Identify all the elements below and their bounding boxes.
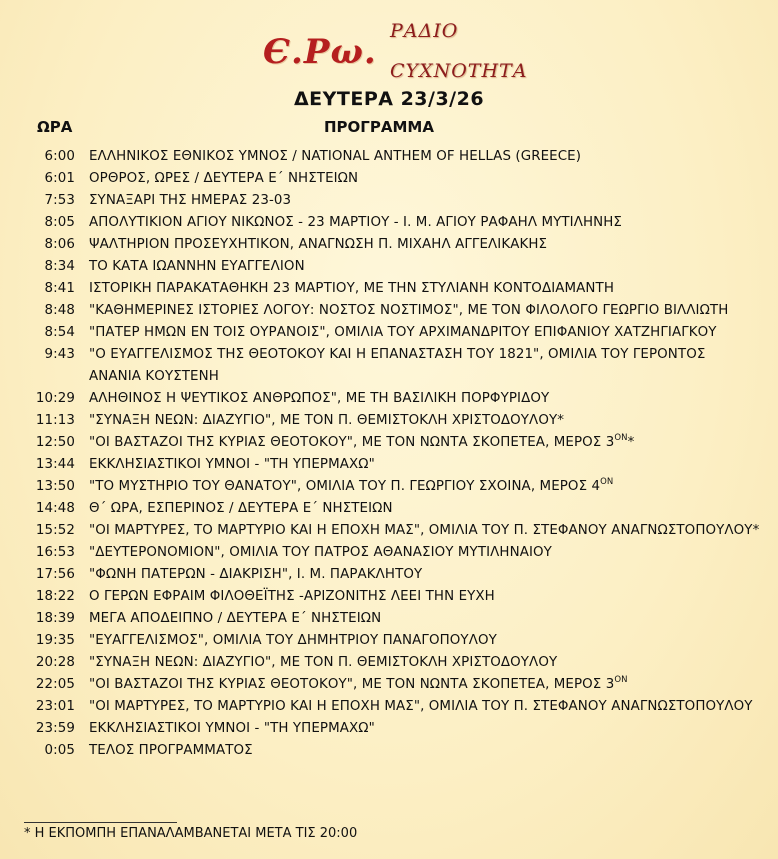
schedule-title-text: ΤΟ ΚΑΤΑ ΙΩΑΝΝΗΝ ΕΥΑΓΓΕΛΙΟΝ	[89, 259, 305, 274]
schedule-title-text: "ΤΟ ΜΥΣΤΗΡΙΟ ΤΟΥ ΘΑΝΑΤΟΥ", ΟΜΙΛΙΑ ΤΟΥ Π. ΓΕΩΡΓΙΟΥ ΣΧΟΙΝΑ, ΜΕΡΟΣ 4	[89, 479, 601, 494]
schedule-title-text: "ΣΥΝΑΞΗ ΝΕΩΝ: ΔΙΑΖΥΓΙΟ", ΜΕ ΤΟΝ Π. ΘΕΜΙΣΤΟΚΛΗ ΧΡΙΣΤΟΔΟΥΛΟΥ*	[89, 413, 565, 428]
schedule-title-text: "ΟΙ ΜΑΡΤΥΡΕΣ, ΤΟ ΜΑΡΤΥΡΙΟ ΚΑΙ Η ΕΠΟΧΗ ΜΑΣ", ΟΜΙΛΙΑ ΤΟΥ Π. ΣΤΕΦΑΝΟΥ ΑΝΑΓΝΩΣΤΟΠΟΥΛΟΥ	[89, 699, 753, 714]
schedule-title-text: Ο ΓΕΡΩΝ ΕΦΡΑΙΜ ΦΙΛΟΘΕΪΤΗΣ -ΑΡΙΖΟΝΙΤΗΣ ΛΕΕΙ ΤΗΝ ΕΥΧΗ	[89, 589, 495, 604]
schedule-title	[89, 410, 761, 432]
schedule-time: 23:01	[35, 699, 75, 714]
station-logo	[0, 14, 778, 84]
schedule-title-text: "ΠΑΤΕΡ ΗΜΩΝ ΕΝ ΤΟΙΣ ΟΥΡΑΝΟΙΣ", ΟΜΙΛΙΑ ΤΟΥ ΑΡΧΙΜΑΝΔΡΙΤΟΥ ΕΠΙΦΑΝΙΟΥ ΧΑΤΖΗΓΙΑΓΚΟΥ	[89, 325, 717, 340]
schedule-title-text: "ΟΙ ΒΑΣΤΑΖΟΙ ΤΗΣ ΚΥΡΙΑΣ ΘΕΟΤΟΚΟΥ", ΜΕ ΤΟΝ ΝΩΝΤΑ ΣΚΟΠΕΤΕΑ, ΜΕΡΟΣ 3	[89, 677, 615, 692]
schedule-title	[89, 322, 761, 344]
schedule-time: 8:34	[44, 259, 75, 274]
schedule-row	[0, 696, 778, 718]
schedule-title-text: ΤΕΛΟΣ ΠΡΟΓΡΑΜΜΑΤΟΣ	[89, 743, 253, 758]
schedule-row	[0, 344, 778, 388]
schedule-row	[0, 454, 778, 476]
schedule-time: 18:39	[35, 611, 75, 626]
schedule-time: 9:43	[44, 347, 75, 362]
schedule-title-text: "ΟΙ ΜΑΡΤΥΡΕΣ, ΤΟ ΜΑΡΤΥΡΙΟ ΚΑΙ Η ΕΠΟΧΗ ΜΑΣ", ΟΜΙΛΙΑ ΤΟΥ Π. ΣΤΕΦΑΝΟΥ ΑΝΑΓΝΩΣΤΟΠΟΥΛΟΥ*	[89, 523, 760, 538]
schedule-title	[89, 234, 761, 256]
schedule-title	[89, 146, 761, 168]
schedule-row	[0, 520, 778, 542]
schedule-title-text: "ΟΙ ΒΑΣΤΑΖΟΙ ΤΗΣ ΚΥΡΙΑΣ ΘΕΟΤΟΚΟΥ", ΜΕ ΤΟΝ ΝΩΝΤΑ ΣΚΟΠΕΤΕΑ, ΜΕΡΟΣ 3	[89, 435, 615, 450]
schedule-title	[89, 454, 761, 476]
schedule-row	[0, 542, 778, 564]
schedule-time: 15:52	[35, 523, 75, 538]
schedule-row	[0, 718, 778, 740]
schedule-time: 7:53	[44, 193, 75, 208]
schedule-time: 0:05	[44, 743, 75, 758]
footnote-divider	[24, 822, 177, 823]
logo-word-frequency: CΥΧΝΟΤΗΤΑ	[390, 60, 528, 82]
schedule-title-text: ΕΚΚΛΗΣΙΑΣΤΙΚΟΙ ΥΜΝΟΙ - "ΤΗ ΥΠΕΡΜΑΧΩ"	[89, 721, 375, 736]
schedule-row	[0, 256, 778, 278]
schedule-time: 16:53	[35, 545, 75, 560]
schedule-time: 8:41	[44, 281, 75, 296]
schedule-time: 14:48	[35, 501, 75, 516]
schedule-title-text: ΕΚΚΛΗΣΙΑΣΤΙΚΟΙ ΥΜΝΟΙ - "ΤΗ ΥΠΕΡΜΑΧΩ"	[89, 457, 375, 472]
column-header-time: ΩΡΑ	[37, 118, 73, 136]
schedule-list	[0, 146, 778, 762]
schedule-title	[89, 432, 761, 454]
schedule-row	[0, 586, 778, 608]
schedule-row	[0, 234, 778, 256]
schedule-time: 11:13	[35, 413, 75, 428]
schedule-title	[89, 212, 761, 234]
schedule-title	[89, 586, 761, 608]
schedule-title	[89, 564, 761, 586]
schedule-title-text: ΙΣΤΟΡΙΚΗ ΠΑΡΑΚΑΤΑΘΗΚΗ 23 ΜΑΡΤΙΟΥ, ΜΕ ΤΗΝ ΣΤΥΛΙΑΝΗ ΚΟΝΤΟΔΙΑΜΑΝΤΗ	[89, 281, 614, 296]
schedule-title	[89, 300, 761, 322]
schedule-row	[0, 410, 778, 432]
schedule-title	[89, 190, 761, 212]
schedule-title-text: ΟΡΘΡΟΣ, ΩΡΕΣ / ΔΕΥΤΕΡΑ Ε΄ ΝΗΣΤΕΙΩΝ	[89, 171, 359, 186]
schedule-title-text: ΨΑΛΤΗΡΙΟΝ ΠΡΟΣΕΥΧΗΤΙΚΟΝ, ΑΝΑΓΝΩΣΗ Π. ΜΙΧΑΗΛ ΑΓΓΕΛΙΚΑΚΗΣ	[89, 237, 548, 252]
ordinal-suffix: ON	[614, 674, 628, 685]
schedule-title-text: ΑΠΟΛΥΤΙΚΙΟΝ ΑΓΙΟΥ ΝΙΚΩΝΟΣ - 23 ΜΑΡΤΙΟΥ - Ι. Μ. ΑΓΙΟΥ ΡΑΦΑΗΛ ΜΥΤΙΛΗΝΗΣ	[89, 215, 622, 230]
schedule-title	[89, 498, 761, 520]
schedule-title	[89, 630, 761, 652]
schedule-title-text: "ΕΥΑΓΓΕΛΙΣΜΟΣ", ΟΜΙΛΙΑ ΤΟΥ ΔΗΜΗΤΡΙΟΥ ΠΑΝΑΓΟΠΟΥΛΟΥ	[89, 633, 497, 648]
schedule-row	[0, 674, 778, 696]
schedule-time: 22:05	[35, 677, 75, 692]
page-title: ΔΕΥΤΕΡΑ 23/3/26	[293, 88, 485, 110]
schedule-time: 8:48	[44, 303, 75, 318]
schedule-title	[89, 542, 761, 564]
schedule-title-text: "Ο ΕΥΑΓΓΕΛΙΣΜΟΣ ΤΗΣ ΘΕΟΤΟΚΟΥ ΚΑΙ Η ΕΠΑΝΑΣΤΑΣΗ ΤΟΥ 1821", ΟΜΙΛΙΑ ΤΟΥ ΓΕΡΟΝΤΟΣ ΑΝΑΝΙΑ ΚΟΥΣΤΕΝΗ	[89, 347, 706, 384]
schedule-title	[89, 696, 761, 718]
schedule-row	[0, 322, 778, 344]
schedule-time: 17:56	[35, 567, 75, 582]
schedule-row	[0, 498, 778, 520]
column-header-program: ΠΡΟΓΡΑΜΜΑ	[324, 118, 434, 136]
schedule-row	[0, 168, 778, 190]
ordinal-suffix: ON	[614, 432, 628, 443]
schedule-row	[0, 608, 778, 630]
schedule-time: 13:44	[35, 457, 75, 472]
schedule-time: 18:22	[35, 589, 75, 604]
schedule-row	[0, 388, 778, 410]
schedule-title	[89, 168, 761, 190]
schedule-title	[89, 476, 761, 498]
schedule-time: 8:05	[44, 215, 75, 230]
schedule-time: 10:29	[35, 391, 75, 406]
schedule-row	[0, 630, 778, 652]
schedule-title-text: "ΦΩΝΗ ΠΑΤΕΡΩΝ - ΔΙΑΚΡΙΣΗ", Ι. Μ. ΠΑΡΑΚΛΗΤΟΥ	[89, 567, 423, 582]
schedule-time: 20:28	[35, 655, 75, 670]
schedule-time: 8:06	[44, 237, 75, 252]
schedule-row	[0, 300, 778, 322]
schedule-row	[0, 564, 778, 586]
schedule-time: 8:54	[44, 325, 75, 340]
schedule-title-text: "ΔΕΥΤΕΡΟΝΟΜΙΟΝ", ΟΜΙΛΙΑ ΤΟΥ ΠΑΤΡΟΣ ΑΘΑΝΑΣΙΟΥ ΜΥΤΙΛΗΝΑΙΟΥ	[89, 545, 552, 560]
schedule-row	[0, 212, 778, 234]
schedule-title	[89, 674, 761, 696]
schedule-time: 19:35	[35, 633, 75, 648]
schedule-title-text: "ΣΥΝΑΞΗ ΝΕΩΝ: ΔΙΑΖΥΓΙΟ", ΜΕ ΤΟΝ Π. ΘΕΜΙΣΤΟΚΛΗ ΧΡΙΣΤΟΔΟΥΛΟΥ	[89, 655, 558, 670]
logo-mark: Є.Ρω.	[263, 32, 377, 72]
rerun-marker: *	[627, 435, 635, 450]
schedule-title	[89, 608, 761, 630]
schedule-title	[89, 256, 761, 278]
schedule-time: 13:50	[35, 479, 75, 494]
schedule-title	[89, 278, 761, 300]
schedule-time: 6:01	[44, 171, 75, 186]
schedule-row	[0, 476, 778, 498]
schedule-time: 23:59	[35, 721, 75, 736]
schedule-time: 6:00	[44, 149, 75, 164]
ordinal-suffix: ON	[600, 476, 614, 487]
schedule-title-text: ΜΕΓΑ ΑΠΟΔΕΙΠΝΟ / ΔΕΥΤΕΡΑ Ε΄ ΝΗΣΤΕΙΩΝ	[89, 611, 382, 626]
schedule-title-text: "ΚΑΘΗΜΕΡΙΝΕΣ ΙΣΤΟΡΙΕΣ ΛΟΓΟΥ: ΝΟΣΤΟΣ ΝΟΣΤΙΜΟΣ", ΜΕ ΤΟΝ ΦΙΛΟΛΟΓΟ ΓΕΩΡΓΙΟ ΒΙΛΛΙΩΤΗ	[89, 303, 729, 318]
logo-word-radio: ΡΑΔΙΟ	[390, 20, 459, 42]
schedule-title-text: ΑΛΗΘΙΝΟΣ Η ΨΕΥΤΙΚΟΣ ΑΝΘΡΩΠΟΣ", ΜΕ ΤΗ ΒΑΣΙΛΙΚΗ ΠΟΡΦΥΡΙΔΟΥ	[89, 391, 550, 406]
schedule-title	[89, 520, 761, 542]
schedule-row	[0, 278, 778, 300]
schedule-title	[89, 344, 761, 388]
schedule-row	[0, 652, 778, 674]
schedule-title	[89, 718, 761, 740]
schedule-title	[89, 652, 761, 674]
schedule-row	[0, 740, 778, 762]
schedule-row	[0, 146, 778, 168]
schedule-time: 12:50	[35, 435, 75, 450]
schedule-row	[0, 432, 778, 454]
schedule-title-text: ΕΛΛΗΝΙΚΟΣ ΕΘΝΙΚΟΣ ΥΜΝΟΣ / NATIONAL ANTHEM OF HELLAS (GREECE)	[89, 149, 582, 164]
schedule-title	[89, 388, 761, 410]
schedule-row	[0, 190, 778, 212]
schedule-title	[89, 740, 761, 762]
schedule-title-text: Θ΄ ΩΡΑ, ΕΣΠΕΡΙΝΟΣ / ΔΕΥΤΕΡΑ Ε΄ ΝΗΣΤΕΙΩΝ	[89, 501, 393, 516]
schedule-title-text: ΣΥΝΑΞΑΡΙ ΤΗΣ ΗΜΕΡΑΣ 23-03	[89, 193, 292, 208]
footnote: * Η ΕΚΠΟΜΠΗ ΕΠΑΝΑΛΑΜΒΑΝΕΤΑΙ ΜΕΤΑ ΤΙΣ 20:00	[24, 826, 358, 841]
